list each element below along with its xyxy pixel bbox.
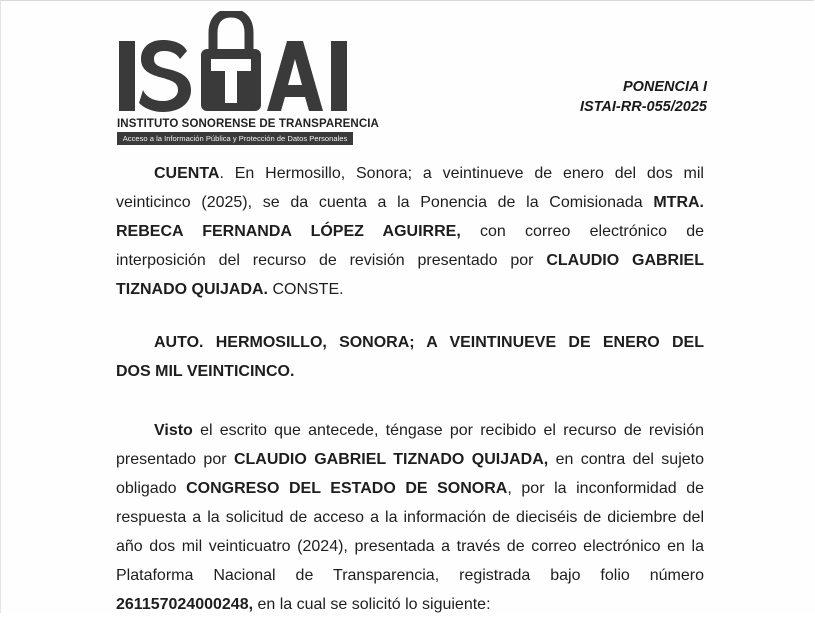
text-line: respuesta a la solicitud de acceso a la información de dieciséis de diciembre del (116, 509, 704, 526)
text-line: Plataforma Nacional de Transparencia, registrada bajo folio número (116, 567, 704, 584)
case-reference (580, 77, 707, 117)
case-number: ISTAI-RR-055/2025 (579, 99, 707, 115)
text-line: veinticinco (2025), se da cuenta a la Ponencia de la Comisionada MTRA. (116, 194, 704, 211)
istai-logo (117, 11, 379, 143)
text-line: obligado CONGRESO DEL ESTADO DE SONORA, por la inconformidad de (116, 480, 704, 497)
visto-paragraph (116, 416, 704, 619)
logo-institution-name: INSTITUTO SONORENSE DE TRANSPARENCIA (117, 118, 379, 130)
logo-tagline: Acceso a la Información Pública y Protección de Datos Personales (117, 132, 353, 145)
text-line: AUTO. HERMOSILLO, SONORA; A VEINTINUEVE DE ENERO DEL (154, 334, 704, 351)
text-line: TIZNADO QUIJADA. CONSTE. (116, 281, 344, 298)
cuenta-paragraph (116, 159, 704, 304)
text-line: presentado por CLAUDIO GABRIEL TIZNADO QUIJADA, en contra del sujeto (116, 451, 705, 468)
text-line: 261157024000248, en la cual se solicitó lo siguiente: (116, 596, 491, 613)
ponencia-label: PONENCIA I (622, 79, 707, 95)
text-line: Visto el escrito que antecede, téngase por recibido el recurso de revisión (154, 422, 704, 439)
padlock-icon (117, 11, 353, 121)
text-line: REBECA FERNANDA LÓPEZ AGUIRRE, con correo electrónico de (116, 223, 705, 240)
text-line: año dos mil veinticuatro (2024), presentada a través de correo electrónico en la (116, 538, 704, 555)
auto-heading (116, 328, 704, 386)
text-line: interposición del recurso de revisión presentado por CLAUDIO GABRIEL (116, 252, 705, 269)
text-line: DOS MIL VEINTICINCO. (116, 363, 295, 380)
text-line: CUENTA. En Hermosillo, Sonora; a veintinueve de enero del dos mil (154, 165, 704, 182)
